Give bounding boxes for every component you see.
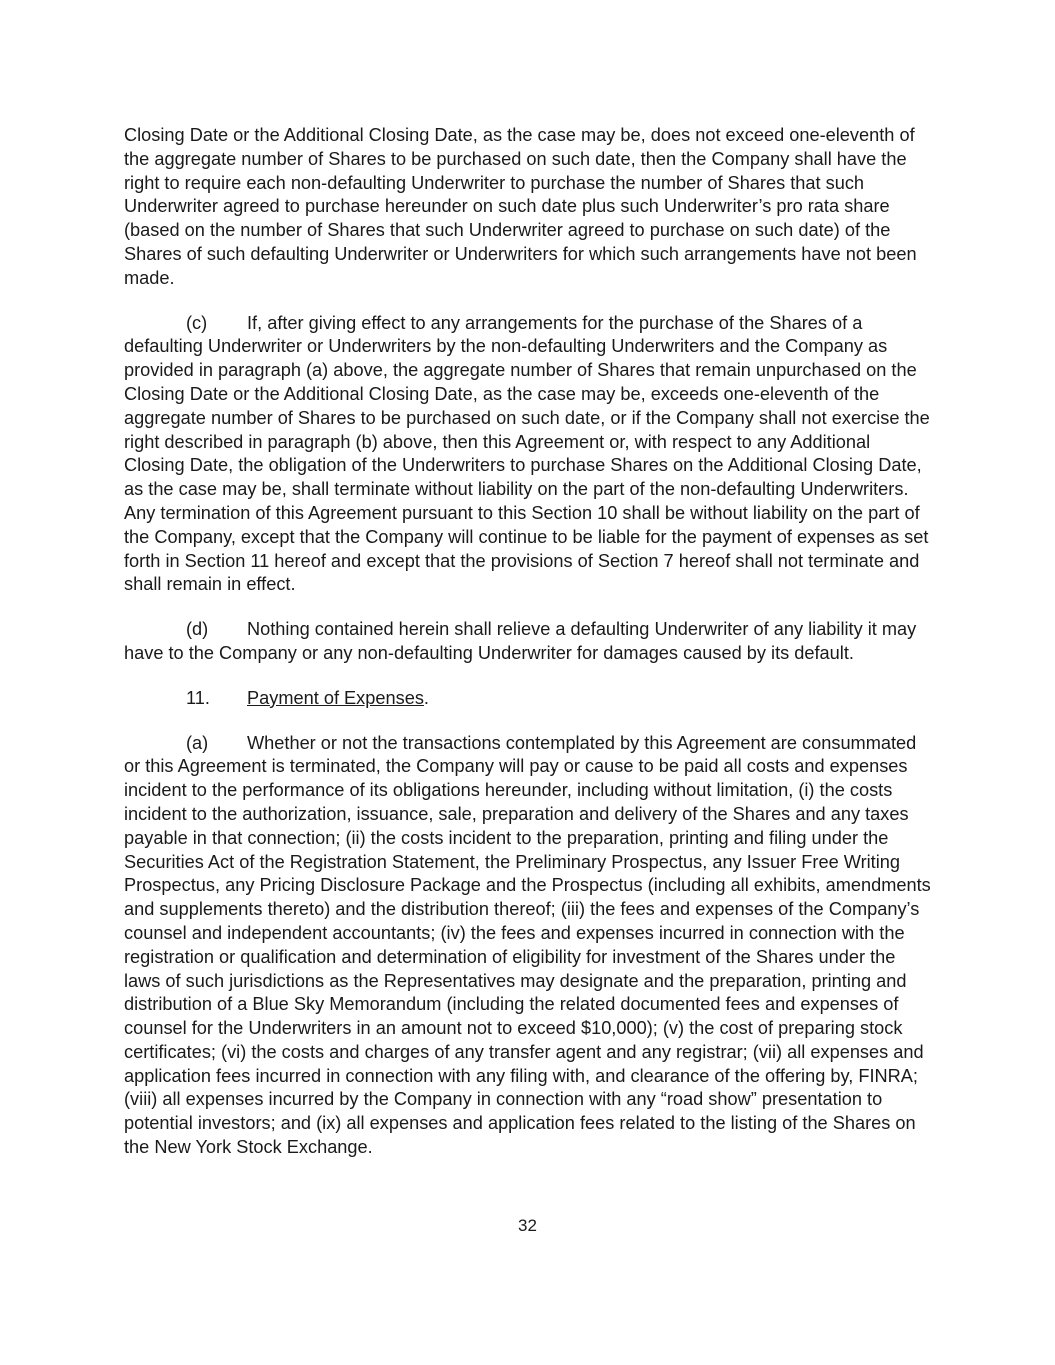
paragraph-continued — [124, 124, 934, 291]
section-number: 11. — [186, 687, 210, 708]
paragraph-d — [124, 618, 934, 666]
paragraph-c — [124, 312, 934, 598]
paragraph-a-text: Whether or not the transactions contemplated by this Agreement are consummated or this Agreement is terminated, the Company will pay or cause to be paid all costs and expenses incident to the performance of its obligations hereunder, including without limitation, (i) the costs incident to the authorization, issuance, sale, preparation and delivery of the Shares and any taxes payable in that connection; (ii) the costs incident to the preparation, printing and filing under the Securities Act of the Registration Statement, the Preliminary Prospectus, any Issuer Free Writing Prospectus, any Pricing Disclosure Package and the Prospectus (including all exhibits, amendments and supplements thereto) and the distribution thereof; (iii) the fees and expenses of the Company’s counsel and independent accountants; (iv) the fees and expenses incurred in connection with the registration or qualification and determination of eligibility for investment of the Shares under the laws of such jurisdictions as the Representatives may designate and the preparation, printing and distribution of a Blue Sky Memorandum (including the related documented fees and expenses of counsel for the Underwriters in an amount not to exceed $10,000); (v) the cost of preparing stock certificates; (vi) the costs and charges of any transfer agent and any registrar; (vii) all expenses and application fees incurred in connection with any filing with, and clearance of the offering by, FINRA; (viii) all expenses incurred by the Company in connection with any “road show” presentation to potential investors; and (ix) all expenses and application fees related to the listing of the Shares on the New York Stock Exchange. — [124, 732, 931, 1158]
paragraph-c-text: If, after giving effect to any arrangements for the purchase of the Shares of a defaulting Underwriter or Underwriters by the non-defaulting Underwriters and the Company as provided in paragraph (a) above, the aggregate number of Shares that remain unpurchased on the Closing Date or the Additional Closing Date, as the case may be, exceeds one-eleventh of the aggregate number of Shares to be purchased on such date, or if the Company shall not exercise the right described in paragraph (b) above, then this Agreement or, with respect to any Additional Closing Date, the obligation of the Underwriters to purchase Shares on the Additional Closing Date, as the case may be, shall terminate without liability on the part of the non-defaulting Underwriters. Any termination of this Agreement pursuant to this Section 10 shall be without liability on the part of the Company, except that the Company will continue to be liable for the payment of expenses as set forth in Section 11 hereof and except that the provisions of Section 7 hereof shall not terminate and shall remain in effect. — [124, 312, 930, 595]
paragraph-c-label: (c) — [186, 312, 208, 333]
paragraph-d-label: (d) — [186, 619, 209, 640]
paragraph-d-text: Nothing contained herein shall relieve a defaulting Underwriter of any liability it may have to the Company or any non-defaulting Underwriter for damages caused by its default. — [124, 619, 917, 663]
page-number: 32 — [518, 1216, 537, 1235]
document-page — [124, 124, 934, 1160]
paragraph-a-label: (a) — [186, 732, 209, 753]
paragraph-a — [124, 732, 934, 1160]
section-title: Payment of Expenses — [247, 687, 424, 708]
section-title-suffix: . — [423, 687, 429, 708]
section-heading — [124, 687, 934, 711]
paragraph-continued-text: Closing Date or the Additional Closing Date, as the case may be, does not exceed one-eleventh of the aggregate number of Shares to be purchased on such date, then the Company shall have the right to require each non-defaulting Underwriter to purchase the number of Shares that such Underwriter agreed to purchase hereunder on such date plus such Underwriter’s pro rata share (based on the number of Shares that such Underwriter agreed to purchase on such date) of the Shares of such defaulting Underwriter or Underwriters for which such arrangements have not been made. — [124, 125, 917, 288]
